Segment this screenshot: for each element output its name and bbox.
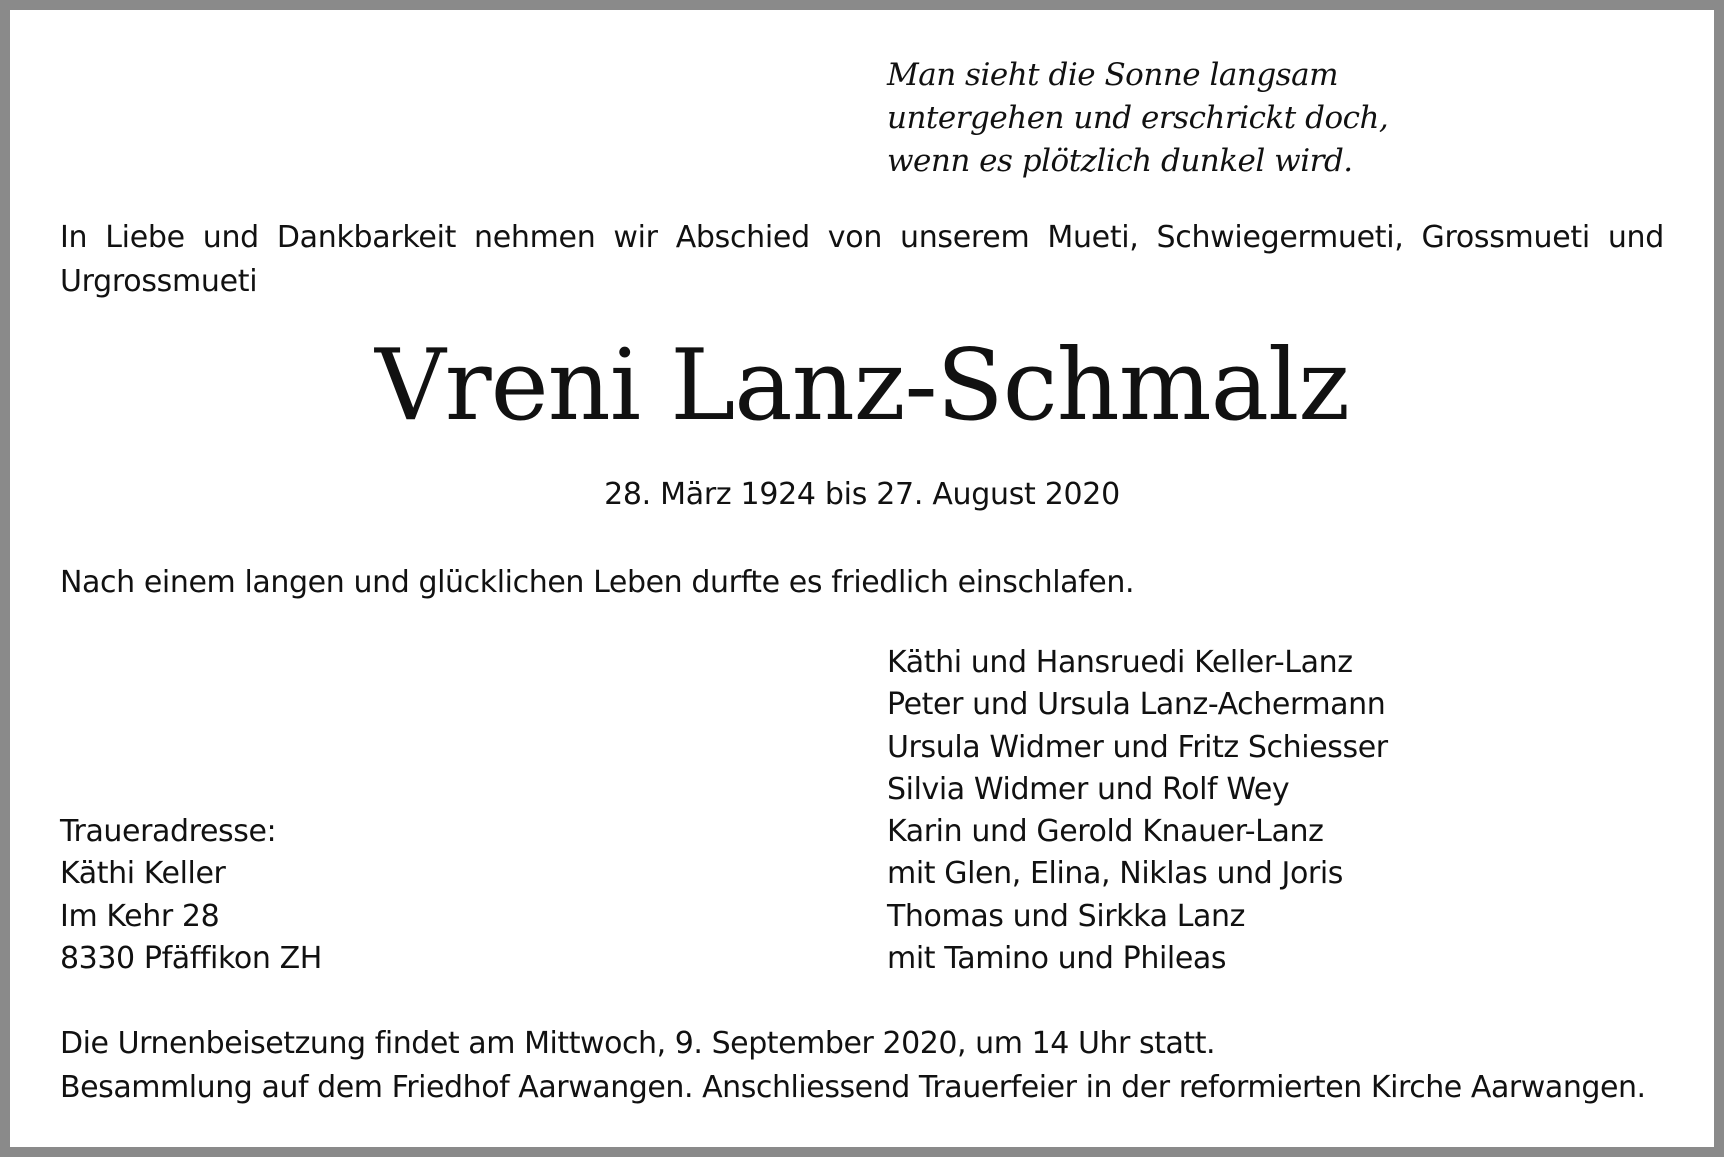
address-street: Im Kehr 28 [60,898,220,934]
quote-line: untergehen und erschrickt doch, [887,100,1389,136]
quote-line: wenn es plötzlich dunkel wird. [887,143,1353,179]
address-name: Käthi Keller [60,856,226,892]
family-member: Käthi und Hansruedi Keller-Lanz [887,645,1353,680]
family-list [887,642,1388,980]
ceremony-info [60,1022,1646,1110]
intro-text: In Liebe und Dankbarkeit nehmen wir Abschied von unserem Mueti, Schwiegermueti, Grossmueti und Urgrossmueti [60,220,1664,299]
family-member: Karin und Gerold Knauer-Lanz [887,814,1324,850]
family-member: Peter und Ursula Lanz-Achermann [887,687,1386,723]
address-city: 8330 Pfäffikon ZH [60,940,322,976]
life-dates: 28. März 1924 bis 27. August 2020 [604,477,1120,512]
quote-line: Man sieht die Sonne langsam [887,57,1338,93]
mourning-address [60,811,322,980]
obituary-notice [10,10,1714,1147]
family-member: Silvia Widmer und Rolf Wey [887,771,1290,807]
family-member: mit Tamino und Phileas [887,941,1227,977]
family-member: mit Glen, Elina, Niklas und Joris [887,856,1344,892]
deceased-name: Vreni Lanz-Schmalz [374,329,1350,443]
ceremony-line: Besammlung auf dem Friedhof Aarwangen. Anschliessend Trauerfeier in der reformierten Kirche Aarwangen. [60,1070,1646,1105]
address-label: Traueradresse: [60,814,277,849]
farewell-text: Nach einem langen und glücklichen Leben durfte es friedlich einschlafen. [60,565,1135,600]
quote [887,54,1388,183]
family-member: Thomas und Sirkka Lanz [887,898,1245,934]
family-member: Ursula Widmer und Fritz Schiesser [887,729,1388,765]
ceremony-line: Die Urnenbeisetzung findet am Mittwoch, 9. September 2020, um 14 Uhr statt. [60,1026,1216,1061]
